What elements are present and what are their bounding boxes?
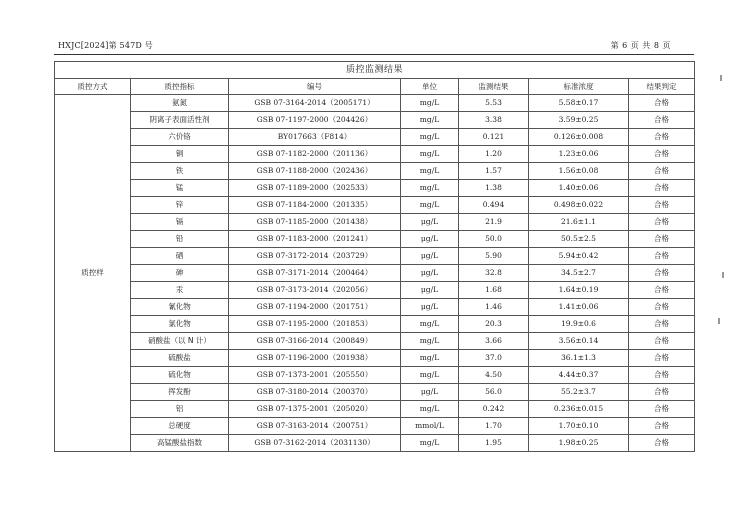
unit-cell: mg/L <box>401 401 459 418</box>
unit-cell: μg/L <box>401 384 459 401</box>
verdict-cell: 合格 <box>629 265 695 282</box>
scan-mark <box>720 75 722 81</box>
result-cell: 0.242 <box>459 401 529 418</box>
unit-cell: mg/L <box>401 163 459 180</box>
code-cell: GSB 07-1375-2001（205020） <box>229 401 401 418</box>
result-cell: 32.8 <box>459 265 529 282</box>
column-header: 单位 <box>401 79 459 95</box>
unit-cell: mg/L <box>401 197 459 214</box>
standard-cell: 5.58±0.17 <box>529 95 629 112</box>
indicator-cell: 硫酸盐 <box>131 350 229 367</box>
header-divider <box>54 54 694 55</box>
unit-cell: mg/L <box>401 367 459 384</box>
result-cell: 20.3 <box>459 316 529 333</box>
table-row <box>55 299 695 316</box>
indicator-cell: 硫化物 <box>131 367 229 384</box>
indicator-cell: 氯化物 <box>131 316 229 333</box>
table-row <box>55 435 695 452</box>
table-row <box>55 401 695 418</box>
unit-cell: μg/L <box>401 248 459 265</box>
code-cell: GSB 07-1183-2000（201241） <box>229 231 401 248</box>
standard-cell: 0.236±0.015 <box>529 401 629 418</box>
verdict-cell: 合格 <box>629 197 695 214</box>
standard-cell: 19.9±0.6 <box>529 316 629 333</box>
table-row <box>55 350 695 367</box>
indicator-cell: 镉 <box>131 214 229 231</box>
table-row <box>55 180 695 197</box>
indicator-cell: 总硬度 <box>131 418 229 435</box>
result-cell: 1.46 <box>459 299 529 316</box>
verdict-cell: 合格 <box>629 350 695 367</box>
table-row <box>55 248 695 265</box>
standard-cell: 5.94±0.42 <box>529 248 629 265</box>
standard-cell: 55.2±3.7 <box>529 384 629 401</box>
column-header: 监测结果 <box>459 79 529 95</box>
column-header: 标准浓度 <box>529 79 629 95</box>
code-cell: BY017663（F814） <box>229 129 401 146</box>
scan-mark <box>722 272 724 278</box>
standard-cell: 3.56±0.14 <box>529 333 629 350</box>
code-cell: GSB 07-3173-2014（202056） <box>229 282 401 299</box>
indicator-cell: 铜 <box>131 146 229 163</box>
table-row <box>55 95 695 112</box>
verdict-cell: 合格 <box>629 282 695 299</box>
standard-cell: 1.23±0.06 <box>529 146 629 163</box>
code-cell: GSB 07-1197-2000（204426） <box>229 112 401 129</box>
table-row <box>55 265 695 282</box>
indicator-cell: 汞 <box>131 282 229 299</box>
standard-cell: 1.41±0.06 <box>529 299 629 316</box>
verdict-cell: 合格 <box>629 248 695 265</box>
standard-cell: 36.1±1.3 <box>529 350 629 367</box>
verdict-cell: 合格 <box>629 180 695 197</box>
column-header: 质控指标 <box>131 79 229 95</box>
table-row <box>55 146 695 163</box>
result-cell: 3.66 <box>459 333 529 350</box>
indicator-cell: 硒 <box>131 248 229 265</box>
unit-cell: μg/L <box>401 214 459 231</box>
code-cell: GSB 07-1188-2000（202436） <box>229 163 401 180</box>
page-indicator: 第 6 页 共 8 页 <box>610 41 671 50</box>
column-header: 质控方式 <box>55 79 131 95</box>
verdict-cell: 合格 <box>629 95 695 112</box>
scan-mark <box>718 318 720 324</box>
standard-cell: 34.5±2.7 <box>529 265 629 282</box>
unit-cell: μg/L <box>401 299 459 316</box>
standard-cell: 1.56±0.08 <box>529 163 629 180</box>
table-header-row <box>55 79 695 95</box>
code-cell: GSB 07-1185-2000（201438） <box>229 214 401 231</box>
table-row <box>55 112 695 129</box>
table-row <box>55 367 695 384</box>
code-cell: GSB 07-3162-2014（2031130） <box>229 435 401 452</box>
verdict-cell: 合格 <box>629 384 695 401</box>
unit-cell: mg/L <box>401 435 459 452</box>
table-title: 质控监测结果 <box>55 62 695 79</box>
indicator-cell: 氨氮 <box>131 95 229 112</box>
unit-cell: mg/L <box>401 146 459 163</box>
result-cell: 1.20 <box>459 146 529 163</box>
verdict-cell: 合格 <box>629 333 695 350</box>
indicator-cell: 高锰酸盐指数 <box>131 435 229 452</box>
indicator-cell: 挥发酚 <box>131 384 229 401</box>
table-row <box>55 418 695 435</box>
unit-cell: mg/L <box>401 333 459 350</box>
unit-cell: mg/L <box>401 112 459 129</box>
code-cell: GSB 07-1182-2000（201136） <box>229 146 401 163</box>
code-cell: GSB 07-1189-2000（202533） <box>229 180 401 197</box>
code-cell: GSB 07-3166-2014（200849） <box>229 333 401 350</box>
table-row <box>55 231 695 248</box>
verdict-cell: 合格 <box>629 112 695 129</box>
verdict-cell: 合格 <box>629 316 695 333</box>
standard-cell: 1.40±0.06 <box>529 180 629 197</box>
report-number: HXJC[2024]第 547D 号 <box>58 41 153 50</box>
table-row <box>55 384 695 401</box>
result-cell: 0.121 <box>459 129 529 146</box>
code-cell: GSB 07-3164-2014（2005171） <box>229 95 401 112</box>
result-cell: 37.0 <box>459 350 529 367</box>
unit-cell: mg/L <box>401 129 459 146</box>
code-cell: GSB 07-1184-2000（201335） <box>229 197 401 214</box>
code-cell: GSB 07-1373-2001（205550） <box>229 367 401 384</box>
verdict-cell: 合格 <box>629 129 695 146</box>
indicator-cell: 锌 <box>131 197 229 214</box>
standard-cell: 1.70±0.10 <box>529 418 629 435</box>
code-cell: GSB 07-1194-2000（201751） <box>229 299 401 316</box>
indicator-cell: 砷 <box>131 265 229 282</box>
code-cell: GSB 07-3163-2014（200751） <box>229 418 401 435</box>
verdict-cell: 合格 <box>629 299 695 316</box>
indicator-cell: 阴离子表面活性剂 <box>131 112 229 129</box>
standard-cell: 3.59±0.25 <box>529 112 629 129</box>
result-cell: 5.53 <box>459 95 529 112</box>
unit-cell: mmol/L <box>401 418 459 435</box>
standard-cell: 0.498±0.022 <box>529 197 629 214</box>
unit-cell: mg/L <box>401 95 459 112</box>
result-cell: 0.494 <box>459 197 529 214</box>
column-header: 结果判定 <box>629 79 695 95</box>
table-title-row <box>55 62 695 79</box>
indicator-cell: 锰 <box>131 180 229 197</box>
indicator-cell: 铝 <box>131 401 229 418</box>
verdict-cell: 合格 <box>629 435 695 452</box>
column-header: 编号 <box>229 79 401 95</box>
standard-cell: 0.126±0.008 <box>529 129 629 146</box>
code-cell: GSB 07-3180-2014（200370） <box>229 384 401 401</box>
result-cell: 1.57 <box>459 163 529 180</box>
table-row <box>55 316 695 333</box>
verdict-cell: 合格 <box>629 367 695 384</box>
table-row <box>55 333 695 350</box>
verdict-cell: 合格 <box>629 418 695 435</box>
result-cell: 4.50 <box>459 367 529 384</box>
indicator-cell: 氰化物 <box>131 299 229 316</box>
verdict-cell: 合格 <box>629 401 695 418</box>
unit-cell: μg/L <box>401 282 459 299</box>
result-cell: 1.38 <box>459 180 529 197</box>
result-cell: 5.90 <box>459 248 529 265</box>
code-cell: GSB 07-1195-2000（201853） <box>229 316 401 333</box>
table-row <box>55 214 695 231</box>
verdict-cell: 合格 <box>629 231 695 248</box>
table-row <box>55 282 695 299</box>
standard-cell: 4.44±0.37 <box>529 367 629 384</box>
indicator-cell: 铅 <box>131 231 229 248</box>
qc-results-table <box>54 61 695 452</box>
result-cell: 1.68 <box>459 282 529 299</box>
indicator-cell: 六价铬 <box>131 129 229 146</box>
verdict-cell: 合格 <box>629 146 695 163</box>
table-row <box>55 129 695 146</box>
verdict-cell: 合格 <box>629 163 695 180</box>
indicator-cell: 硝酸盐（以 N 计） <box>131 333 229 350</box>
code-cell: GSB 07-3172-2014（203729） <box>229 248 401 265</box>
result-cell: 50.0 <box>459 231 529 248</box>
indicator-cell: 铁 <box>131 163 229 180</box>
qc-method-cell: 质控样 <box>55 95 131 452</box>
result-cell: 1.95 <box>459 435 529 452</box>
result-cell: 1.70 <box>459 418 529 435</box>
standard-cell: 1.64±0.19 <box>529 282 629 299</box>
table-row <box>55 197 695 214</box>
verdict-cell: 合格 <box>629 214 695 231</box>
result-cell: 3.38 <box>459 112 529 129</box>
unit-cell: mg/L <box>401 180 459 197</box>
unit-cell: mg/L <box>401 350 459 367</box>
table-row <box>55 163 695 180</box>
code-cell: GSB 07-3171-2014（200464） <box>229 265 401 282</box>
unit-cell: mg/L <box>401 316 459 333</box>
result-cell: 56.0 <box>459 384 529 401</box>
unit-cell: μg/L <box>401 265 459 282</box>
standard-cell: 50.5±2.5 <box>529 231 629 248</box>
code-cell: GSB 07-1196-2000（201938） <box>229 350 401 367</box>
result-cell: 21.9 <box>459 214 529 231</box>
standard-cell: 21.6±1.1 <box>529 214 629 231</box>
standard-cell: 1.98±0.25 <box>529 435 629 452</box>
unit-cell: μg/L <box>401 231 459 248</box>
